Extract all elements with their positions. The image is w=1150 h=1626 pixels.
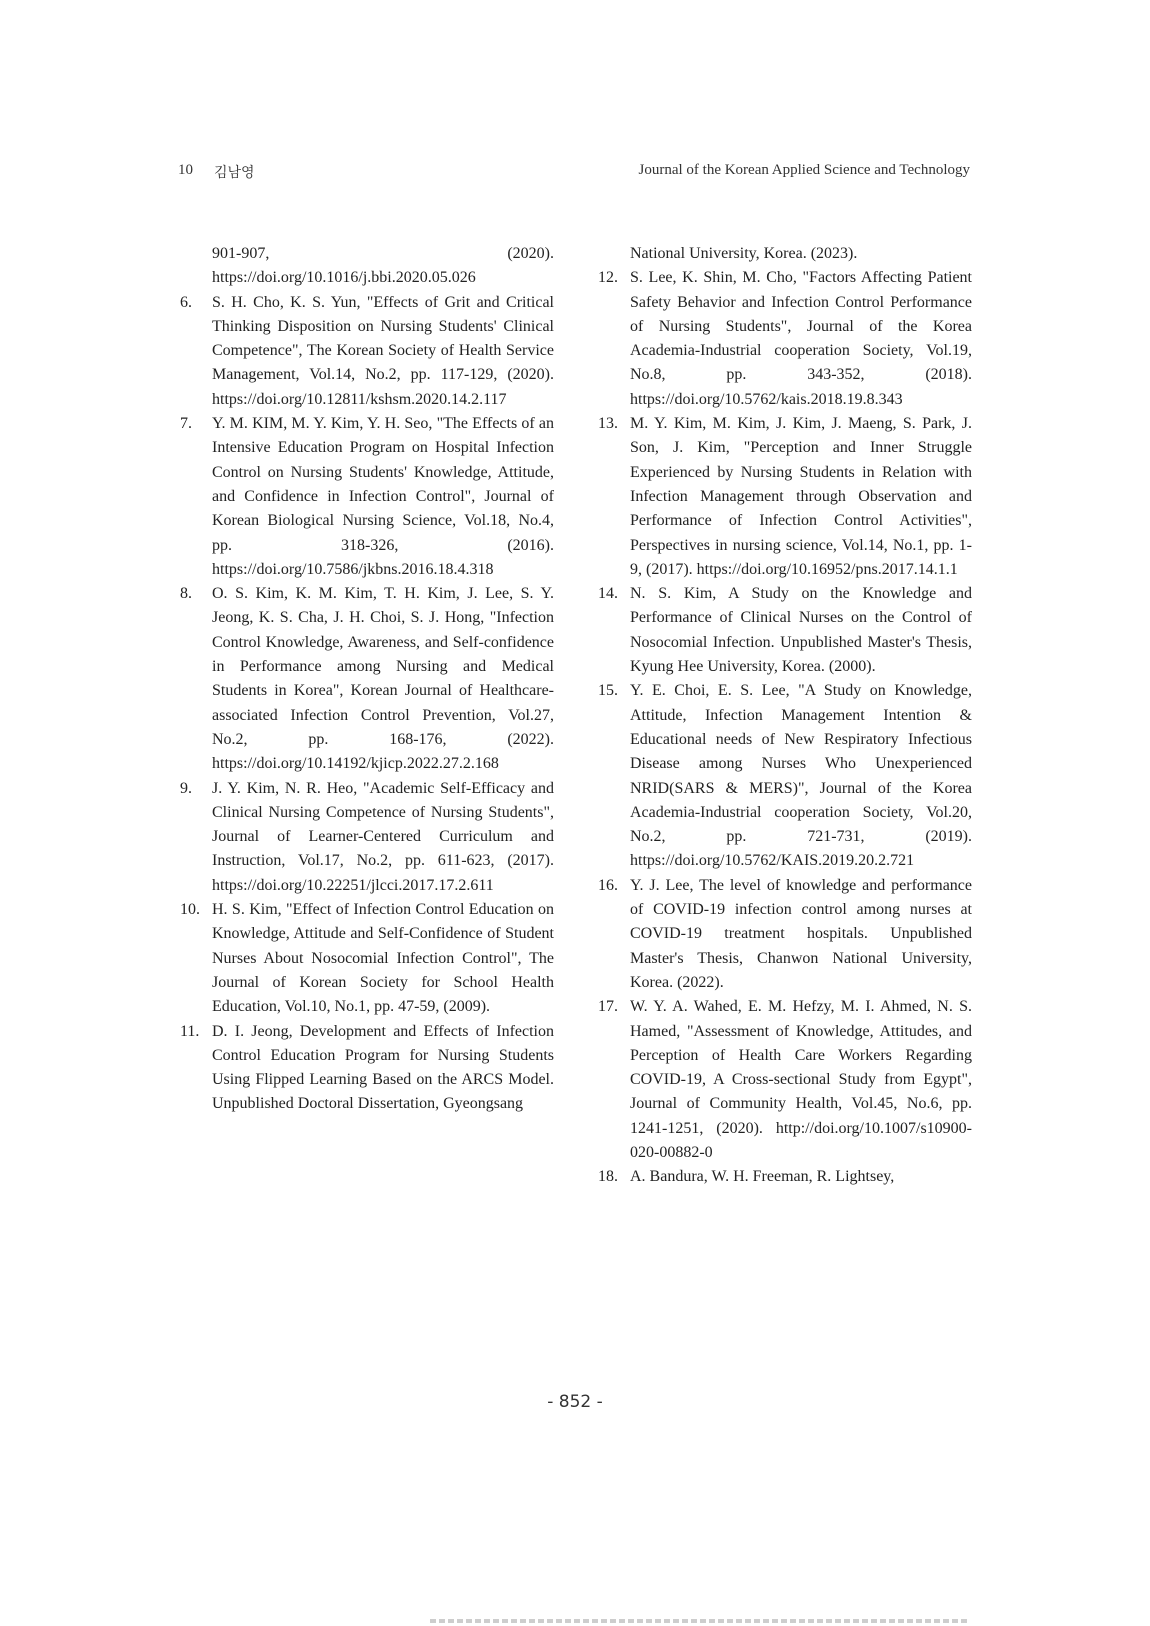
reference-continuation [180, 242, 554, 291]
reference-text: N. S. Kim, A Study on the Knowledge and Performance of Clinical Nurses on the Control of Nosocomial Infection. Unpublished Master's Thesis, Kyung Hee University, Korea. (2000). [630, 585, 972, 676]
reference-text: Y. J. Lee, The level of knowledge and performance of COVID-19 infection control among nurses at COVID-19 treatment hospitals. Unpublished Master's Thesis, Chanwon National University, Korea. (2022). [630, 876, 972, 991]
reference-text: Y. E. Choi, E. S. Lee, "A Study on Knowledge, Attitude, Infection Management Intention & Educational needs of New Respiratory Infectious Disease among Nurses Who Unexperienced NRID(SARS & MERS)", Journal of the Korea Academia-Industrial cooperation Society, Vol.20, No.2, pp. 721-731, (2019). https://doi.org/10.5762/KAIS.2019.20.2.721 [630, 682, 972, 870]
reference-number: 7. [180, 415, 192, 433]
reference-item [598, 266, 972, 412]
reference-text: Y. M. KIM, M. Y. Kim, Y. H. Seo, "The Effects of an Intensive Education Program on Hospital Infection Control on Nursing Students' Knowledge, Attitude, and Confidence in Infection Control", Journal of Korean Biological Nursing Science, Vol.18, No.4, pp. 318-326, (2016). https://doi.org/10.7586/jkbns.2016.18.4.318 [212, 415, 554, 578]
reference-number: 8. [180, 585, 192, 603]
reference-item [598, 1165, 972, 1189]
reference-number: 9. [180, 779, 192, 797]
reference-text: H. S. Kim, "Effect of Infection Control Education on Knowledge, Attitude and Self-Confidence of Student Nurses About Nosocomial Infection Control", The Journal of Korean Society for School Health Education, Vol.10, No.1, pp. 47-59, (2009). [212, 901, 554, 1016]
reference-text: S. Lee, K. Shin, M. Cho, "Factors Affecting Patient Safety Behavior and Infection Control Performance of Nursing Students", Journal of the Korea Academia-Industrial cooperation Society, Vol.19, No.8, pp. 343-352, (2018). https://doi.org/10.5762/kais.2018.19.8.343 [630, 269, 972, 408]
reference-number: 18. [598, 1168, 618, 1186]
reference-item [180, 291, 554, 412]
reference-item [180, 898, 554, 1019]
reference-number: 13. [598, 415, 618, 433]
reference-text: J. Y. Kim, N. R. Heo, "Academic Self-Efficacy and Clinical Nursing Competence of Nursing Students", Journal of Learner-Centered Curriculum and Instruction, Vol.17, No.2, pp. 611-623, (2017). https://doi.org/10.22251/jlcci.2017.17.2.611 [212, 779, 554, 894]
header-page-number: 10 [178, 162, 193, 178]
reference-number: 10. [180, 901, 200, 919]
reference-text: O. S. Kim, K. M. Kim, T. H. Kim, J. Lee, S. Y. Jeong, K. S. Cha, J. H. Choi, S. J. Hong, "Infection Control Knowledge, Awareness, and Self-confidence in Performance among Nursing and Medical Students in Korea", Korean Journal of Healthcare-associated Infection Control Prevention, Vol.27, No.2, pp. 168-176, (2022). https://doi.org/10.14192/kjicp.2022.27.2.168 [212, 585, 554, 773]
reference-text: 901-907, (2020). https://doi.org/10.1016/j.bbi.2020.05.026 [212, 245, 554, 287]
reference-item [598, 874, 972, 995]
bottom-scan-strip [430, 1619, 970, 1623]
reference-number: 17. [598, 998, 618, 1016]
reference-item [598, 582, 972, 679]
reference-text: M. Y. Kim, M. Kim, J. Kim, J. Maeng, S. Park, J. Son, J. Kim, "Perception and Inner Struggle Experienced by Nursing Students in Relation with Infection Management through Observation and Performance of Infection Control Activities", Perspectives in nursing science, Vol.14, No.1, pp. 1-9, (2017). https://doi.org/10.16952/pns.2017.14.1.1 [630, 415, 972, 578]
reference-text: A. Bandura, W. H. Freeman, R. Lightsey, [630, 1168, 895, 1186]
reference-item [180, 777, 554, 898]
reference-number: 14. [598, 585, 618, 603]
header-author: 김남영 [214, 165, 255, 181]
reference-text: W. Y. A. Wahed, E. M. Hefzy, M. I. Ahmed, N. S. Hamed, "Assessment of Knowledge, Attitudes, and Perception of Health Care Workers Regarding COVID-19, A Cross-sectional Study from Egypt", Journal of Community Health, Vol.45, No.6, pp. 1241-1251, (2020). http://doi.org/10.1007/s10900-020-00882-0 [630, 998, 972, 1161]
reference-number: 6. [180, 293, 192, 311]
reference-item [180, 582, 554, 776]
reference-column-right [598, 242, 972, 1190]
reference-item [598, 679, 972, 873]
reference-number: 15. [598, 682, 618, 700]
running-header [178, 162, 970, 186]
reference-column-left [180, 242, 554, 1117]
reference-text: D. I. Jeong, Development and Effects of Infection Control Education Program for Nursing Students Using Flipped Learning Based on the ARCS Model. Unpublished Doctoral Dissertation, Gyeongsang [212, 1022, 554, 1113]
header-journal-title: Journal of the Korean Applied Science and Technology [638, 162, 970, 178]
reference-number: 12. [598, 269, 618, 287]
reference-text: S. H. Cho, K. S. Yun, "Effects of Grit and Critical Thinking Disposition on Nursing Students' Clinical Competence", The Korean Society of Health Service Management, Vol.14, No.2, pp. 117-129, (2020). https://doi.org/10.12811/kshsm.2020.14.2.117 [212, 293, 554, 408]
reference-continuation [598, 242, 972, 266]
page-footer-number: - 852 - [547, 1392, 603, 1412]
reference-item [180, 1020, 554, 1117]
reference-text: National University, Korea. (2023). [630, 245, 858, 262]
reference-number: 16. [598, 876, 618, 894]
reference-item [598, 995, 972, 1165]
reference-item [180, 412, 554, 582]
reference-item [598, 412, 972, 582]
reference-number: 11. [180, 1022, 200, 1040]
